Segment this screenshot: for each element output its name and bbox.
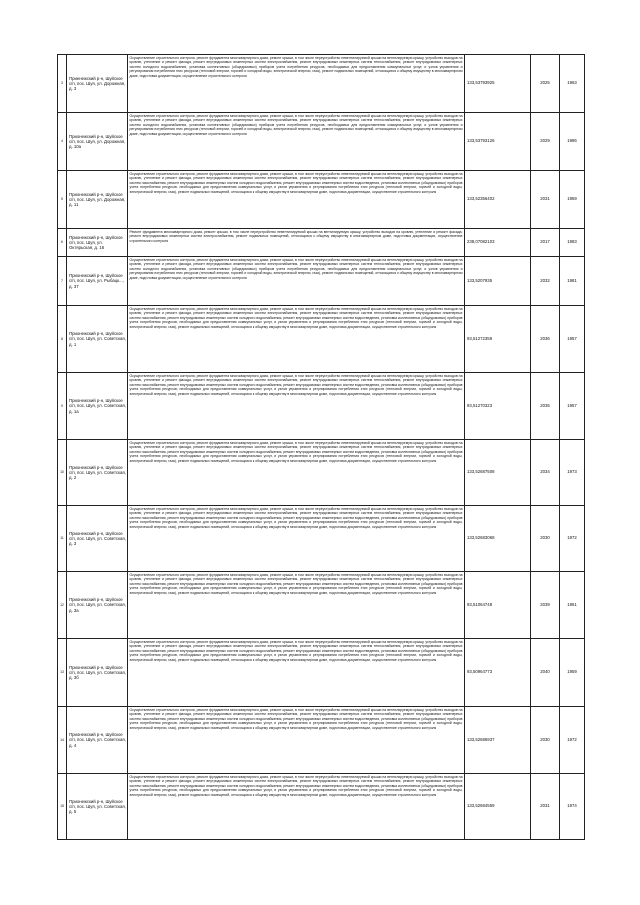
work-description-cell: Осуществление строительного контроля, ремонт фундамента многоквартирного дома, ремонт крыши, в том числе переустройство невентилируемой крыши на вентилируемую крышу, устройство выходов на кровлю, утепление и ремонт фасада, ремонт внутридомовых инженерных систем электроснабжения, ремонт внутридомовых инженерных систем теплоснабжения, ремонт внутридомовых инженерных систем газоснабжения, ремонт внутридомовых инженерных систем холодного водоснабжения, ремонт внутридомовых инженерных систем водоотведения, установка коллективных (общедомовых) приборов учета потребления ресурсов, необходимых для предоставления коммунальных услуг, и узлов управления и регулирования потребления этих ресурсов (тепловой энергии, горячей и холодной воды, электрической энергии, газа), ремонт подвальных помещений, относящихся к общему имуществу в многоквартирном доме, подготовка документации, осуществление строительного контроля: [128, 506, 465, 572]
work-description-cell: Осуществление строительного контроля, ремонт фундамента многоквартирного дома, ремонт крыши, в том числе переустройство невентилируемой крыши на вентилируемую крышу, устройство выходов на кровлю, утепление и ремонт фасада, ремонт внутридомовых инженерных систем электроснабжения, ремонт внутридомовых инженерных систем теплоснабжения, ремонт внутридомовых инженерных систем газоснабжения, ремонт внутридомовых инженерных систем холодного водоснабжения, ремонт внутридомовых инженерных систем водоотведения, установка коллективных (общедомовых) приборов учета потребления ресурсов, необходимых для предоставления коммунальных услуг, и узлов управления и регулирования потребления этих ресурсов (тепловой энергии, горячей и холодной воды, электрической энергии, газа), ремонт подвальных помещений, относящихся к общему имуществу в многоквартирном доме, подготовка документации, осуществление строительного контроля: [128, 373, 465, 440]
work-description-cell: Осуществление строительного контроля, ремонт фундамента многоквартирного дома, ремонт крыши, в том числе переустройство невентилируемой крыши на вентилируемую крышу, устройство выходов на кровлю, утепление и ремонт фасада, ремонт внутридомовых инженерных систем электроснабжения, ремонт внутридомовых инженерных систем теплоснабжения, ремонт внутридомовых инженерных систем холодного водоснабжения, установка коллективных (общедомовых) приборов учета потребления ресурсов, необходимых для предоставления коммунальных услуг, и узлов управления и регулирования потребления этих ресурсов (тепловой энергии, горячей и холодной воды, электрической энергии, газа), ремонт подвальных помещений, относящихся к общему имуществу в многоквартирном доме, подготовка документации, осуществление строительного контроля: [128, 113, 465, 171]
row-number-cell: 10: [58, 440, 67, 506]
row-number-cell: 14: [58, 707, 67, 774]
address-cell: Прионежский р-н, Шуйское с/п, пос. Шуя, ул. Советская, д. 4: [67, 707, 128, 774]
planned-year-cell: 2017: [531, 229, 560, 257]
work-description-cell: Осуществление строительного контроля, ремонт фундамента многоквартирного дома, ремонт крыши, в том числе переустройство невентилируемой крыши на вентилируемую крышу, устройство выходов на кровлю, утепление и ремонт фасада, ремонт внутридомовых инженерных систем электроснабжения, ремонт внутридомовых инженерных систем теплоснабжения, ремонт внутридомовых инженерных систем газоснабжения, ремонт внутридомовых инженерных систем холодного водоснабжения, ремонт внутридомовых инженерных систем водоотведения, установка коллективных (общедомовых) приборов учета потребления ресурсов, необходимых для предоставления коммунальных услуг, и узлов управления и регулирования потребления этих ресурсов (тепловой энергии, горячей и холодной воды, электрической энергии, газа), ремонт подвальных помещений, относящихся к общему имуществу в многоквартирном доме, подготовка документации, осуществление строительного контроля: [128, 440, 465, 506]
build-year-cell: 1974: [560, 774, 585, 840]
planned-year-cell: 2031: [531, 171, 560, 229]
planned-year-cell: 2035: [531, 373, 560, 440]
address-cell: Прионежский р-н, Шуйское с/п, пос. Шуя, ул. Советская, д. 2: [67, 440, 128, 506]
cost-cell: 133,52684559: [465, 774, 531, 840]
build-year-cell: 1986: [560, 113, 585, 171]
cost-cell: 133,53793126: [465, 113, 531, 171]
build-year-cell: 1963: [560, 55, 585, 113]
row-number-cell: 12: [58, 572, 67, 639]
work-description-cell: Осуществление строительного контроля, ремонт фундамента многоквартирного дома, ремонт крыши, в том числе переустройство невентилируемой крыши на вентилируемую крышу, устройство выходов на кровлю, утепление и ремонт фасада, ремонт внутридомовых инженерных систем электроснабжения, ремонт внутридомовых инженерных систем теплоснабжения, ремонт внутридомовых инженерных систем газоснабжения, ремонт внутридомовых инженерных систем холодного водоснабжения, ремонт внутридомовых инженерных систем водоотведения, установка коллективных (общедомовых) приборов учета потребления ресурсов, необходимых для предоставления коммунальных услуг, и узлов управления и регулирования потребления этих ресурсов (тепловой энергии, горячей и холодной воды, электрической энергии, газа), ремонт подвальных помещений, относящихся к общему имуществу в многоквартирном доме, подготовка документации, осуществление строительного контроля: [128, 572, 465, 639]
build-year-cell: 1973: [560, 440, 585, 506]
work-description-cell: Осуществление строительного контроля, ремонт фундамента многоквартирного дома, ремонт крыши, в том числе переустройство невентилируемой крыши на вентилируемую крышу, устройство выходов на кровлю, утепление и ремонт фасада, ремонт внутридомовых инженерных систем электроснабжения, ремонт внутридомовых инженерных систем теплоснабжения, ремонт внутридомовых инженерных систем газоснабжения, ремонт внутридомовых инженерных систем холодного водоснабжения, ремонт внутридомовых инженерных систем водоотведения, установка коллективных (общедомовых) приборов учета потребления ресурсов, необходимых для предоставления коммунальных услуг, и узлов управления и регулирования потребления этих ресурсов (тепловой энергии, горячей и холодной воды, электрической энергии, газа), ремонт подвальных помещений, относящихся к общему имуществу в многоквартирном доме, подготовка документации, осуществление строительного контроля: [128, 707, 465, 774]
row-number-cell: 3: [58, 55, 67, 113]
planned-year-cell: 2030: [531, 506, 560, 572]
build-year-cell: 1957: [560, 306, 585, 373]
address-cell: Прионежский р-н, Шуйское с/п, пос. Шуя, ул. Октярьская, д. 16: [67, 229, 128, 257]
work-description-cell: Осуществление строительного контроля, ремонт фундамента многоквартирного дома, ремонт крыши, в том числе переустройство невентилируемой крыши на вентилируемую крышу, устройство выходов на кровлю, утепление и ремонт фасада, ремонт внутридомовых инженерных систем электроснабжения, ремонт внутридомовых инженерных систем теплоснабжения, ремонт внутридомовых инженерных систем газоснабжения, ремонт внутридомовых инженерных систем холодного водоснабжения, ремонт внутридомовых инженерных систем водоотведения, установка коллективных (общедомовых) приборов учета потребления ресурсов, необходимых для предоставления коммунальных услуг, и узлов управления и регулирования потребления этих ресурсов (тепловой энергии, горячей и холодной воды, электрической энергии, газа), ремонт подвальных помещений, относящихся к общему имуществу в многоквартирном доме, подготовка документации, осуществление строительного контроля: [128, 171, 465, 229]
table-row: [58, 707, 585, 774]
table-row: [58, 440, 585, 506]
work-description-cell: Осуществление строительного контроля, ремонт фундамента многоквартирного дома, ремонт крыши, в том числе переустройство невентилируемой крыши на вентилируемую крышу, устройство выходов на кровлю, утепление и ремонт фасада, ремонт внутридомовых инженерных систем электроснабжения, ремонт внутридомовых инженерных систем теплоснабжения, ремонт внутридомовых инженерных систем холодного водоснабжения, установка коллективных (общедомовых) приборов учета потребления ресурсов, необходимых для предоставления коммунальных услуг, и узлов управления и регулирования потребления этих ресурсов (тепловой энергии, горячей и холодной воды, электрической энергии, газа), ремонт подвальных помещений, относящихся к общему имуществу в многоквартирном доме, подготовка документации, осуществление строительного контроля: [128, 257, 465, 306]
table-row: [58, 306, 585, 373]
address-cell: Прионежский р-н, Шуйское с/п, пос. Шуя, ул. Советская, д. 3а: [67, 572, 128, 639]
row-number-cell: 15: [58, 774, 67, 840]
work-description-cell: Осуществление строительного контроля, ремонт фундамента многоквартирного дома, ремонт крыши, в том числе переустройство невентилируемой крыши на вентилируемую крышу, устройство выходов на кровлю, утепление и ремонт фасада, ремонт внутридомовых инженерных систем электроснабжения, ремонт внутридомовых инженерных систем теплоснабжения, ремонт внутридомовых инженерных систем газоснабжения, ремонт внутридомовых инженерных систем холодного водоснабжения, ремонт внутридомовых инженерных систем водоотведения, установка коллективных (общедомовых) приборов учета потребления ресурсов, необходимых для предоставления коммунальных услуг, и узлов управления и регулирования потребления этих ресурсов (тепловой энергии, горячей и холодной воды, электрической энергии, газа), ремонт подвальных помещений, относящихся к общему имуществу в многоквартирном доме, подготовка документации, осуществление строительного контроля: [128, 639, 465, 707]
build-year-cell: 1957: [560, 373, 585, 440]
address-cell: Прионежский р-н, Шуйское с/п, пос. Шуя, ул. Советская, д. 3: [67, 506, 128, 572]
planned-year-cell: 2025: [531, 55, 560, 113]
row-number-cell: 9: [58, 373, 67, 440]
cost-cell: 133,52686937: [465, 707, 531, 774]
planned-year-cell: 2030: [531, 707, 560, 774]
table-row: [58, 171, 585, 229]
row-number-cell: 11: [58, 506, 67, 572]
table-row: [58, 229, 585, 257]
address-cell: Прионежский р-н, Шуйское с/п, пос. Шуя, ул. Дорожная, д. 11: [67, 171, 128, 229]
table-row: [58, 639, 585, 707]
table-row: [58, 257, 585, 306]
address-cell: Прионежский р-н, Шуйское с/п, пос. Шуя, ул. Советская, д. 5: [67, 774, 128, 840]
table-body: [58, 55, 585, 840]
work-description-cell: Осуществление строительного контроля, ремонт фундамента многоквартирного дома, ремонт крыши, в том числе переустройство невентилируемой крыши на вентилируемую крышу, устройство выходов на кровлю, утепление и ремонт фасада, ремонт внутридомовых инженерных систем электроснабжения, ремонт внутридомовых инженерных систем теплоснабжения, ремонт внутридомовых инженерных систем холодного водоснабжения, установка коллективных (общедомовых) приборов учета потребления ресурсов, необходимых для предоставления коммунальных услуг, и узлов управления и регулирования потребления этих ресурсов (тепловой энергии, горячей и холодной воды, электрической энергии, газа), ремонт подвальных помещений, относящихся к общему имуществу в многоквартирном доме, подготовка документации, осуществление строительного контроля: [128, 55, 465, 113]
row-number-cell: 8: [58, 306, 67, 373]
row-number-cell: 6: [58, 229, 67, 257]
planned-year-cell: 2031: [531, 774, 560, 840]
address-cell: Прионежский р-н, Шуйское с/п, пос. Шуя, ул. Дорожная, д. 10а: [67, 113, 128, 171]
cost-cell: 133,52687508: [465, 440, 531, 506]
table-row: [58, 572, 585, 639]
row-number-cell: 4: [58, 113, 67, 171]
cost-cell: 133,53793925: [465, 55, 531, 113]
build-year-cell: 1972: [560, 707, 585, 774]
address-cell: Прионежский р-н, Шуйское с/п, пос. Шуя, ул. Советская, д. 1а: [67, 373, 128, 440]
build-year-cell: 1981: [560, 257, 585, 306]
build-year-cell: 1959: [560, 171, 585, 229]
document-page: [57, 54, 585, 840]
table-row: [58, 55, 585, 113]
address-cell: Прионежский р-н, Шуйское с/п, пос. Шуя, ул. Советская, д. 1: [67, 306, 128, 373]
repair-program-table: [57, 54, 585, 840]
work-description-cell: Ремонт фундамента многоквартирного дома, ремонт крыши, в том числе переустройство невентилируемой крыши на вентилируемую крышу, устройство выходов на кровлю, утепление и ремонт фасада, ремонт внутридомовых инженерных систем электроснабжения, ремонт подвальных помещений, относящихся к общему имуществу в многоквартирном доме, подготовка документации, осуществление строительного контроля: [128, 229, 465, 257]
cost-cell: 133,52683068: [465, 506, 531, 572]
cost-cell: 133,52356402: [465, 171, 531, 229]
build-year-cell: 1951: [560, 572, 585, 639]
planned-year-cell: 2032: [531, 257, 560, 306]
planned-year-cell: 2029: [531, 113, 560, 171]
row-number-cell: 5: [58, 171, 67, 229]
table-row: [58, 774, 585, 840]
planned-year-cell: 2036: [531, 306, 560, 373]
cost-cell: 93,51270323: [465, 373, 531, 440]
build-year-cell: 1959: [560, 639, 585, 707]
cost-cell: 93,50964773: [465, 639, 531, 707]
table-row: [58, 506, 585, 572]
cost-cell: 93,51064748: [465, 572, 531, 639]
build-year-cell: 1972: [560, 506, 585, 572]
planned-year-cell: 2034: [531, 440, 560, 506]
cost-cell: 238,07082103: [465, 229, 531, 257]
planned-year-cell: 2039: [531, 572, 560, 639]
address-cell: Приенежский р-н, Шуйское с/п, пос. Шуя, ул. Дорожная, д. 3: [67, 55, 128, 113]
cost-cell: 133,5207935: [465, 257, 531, 306]
row-number-cell: 7: [58, 257, 67, 306]
address-cell: Прионежский р-н, Шуйское с/п, пос. Шуя, ул. Советская, д. 3б: [67, 639, 128, 707]
work-description-cell: Осуществление строительного контроля, ремонт фундамента многоквартирного дома, ремонт крыши, в том числе переустройство невентилируемой крыши на вентилируемую крышу, устройство выходов на кровлю, утепление и ремонт фасада, ремонт внутридомовых инженерных систем электроснабжения, ремонт внутридомовых инженерных систем теплоснабжения, ремонт внутридомовых инженерных систем газоснабжения, ремонт внутридомовых инженерных систем холодного водоснабжения, ремонт внутридомовых инженерных систем водоотведения, установка коллективных (общедомовых) приборов учета потребления ресурсов, необходимых для предоставления коммунальных услуг, и узлов управления и регулирования потребления этих ресурсов (тепловой энергии, горячей и холодной воды, электрической энергии, газа), ремонт подвальных помещений, относящихся к общему имуществу в многоквартирном доме, подготовка документации, осуществление строительного контроля: [128, 306, 465, 373]
row-number-cell: 13: [58, 639, 67, 707]
address-cell: Прионежский р-н, Шуйское с/п, пос. Шуя, ул. Рыбацк..., д. 37: [67, 257, 128, 306]
build-year-cell: 1983: [560, 229, 585, 257]
table-row: [58, 113, 585, 171]
work-description-cell: Осуществление строительного контроля, ремонт фундамента многоквартирного дома, ремонт крыши, в том числе переустройство невентилируемой крыши на вентилируемую крышу, устройство выходов на кровлю, утепление и ремонт фасада, ремонт внутридомовых инженерных систем электроснабжения, ремонт внутридомовых инженерных систем теплоснабжения, ремонт внутридомовых инженерных систем газоснабжения, ремонт внутридомовых инженерных систем холодного водоснабжения, ремонт внутридомовых инженерных систем водоотведения, установка коллективных (общедомовых) приборов учета потребления ресурсов, необходимых для предоставления коммунальных услуг, и узлов управления и регулирования потребления этих ресурсов (тепловой энергии, горячей и холодной воды, электрической энергии, газа), ремонт подвальных помещений, относящихся к общему имуществу в многоквартирном доме, подготовка документации, осуществление строительного контроля: [128, 774, 465, 840]
planned-year-cell: 2040: [531, 639, 560, 707]
table-row: [58, 373, 585, 440]
cost-cell: 93,51272359: [465, 306, 531, 373]
